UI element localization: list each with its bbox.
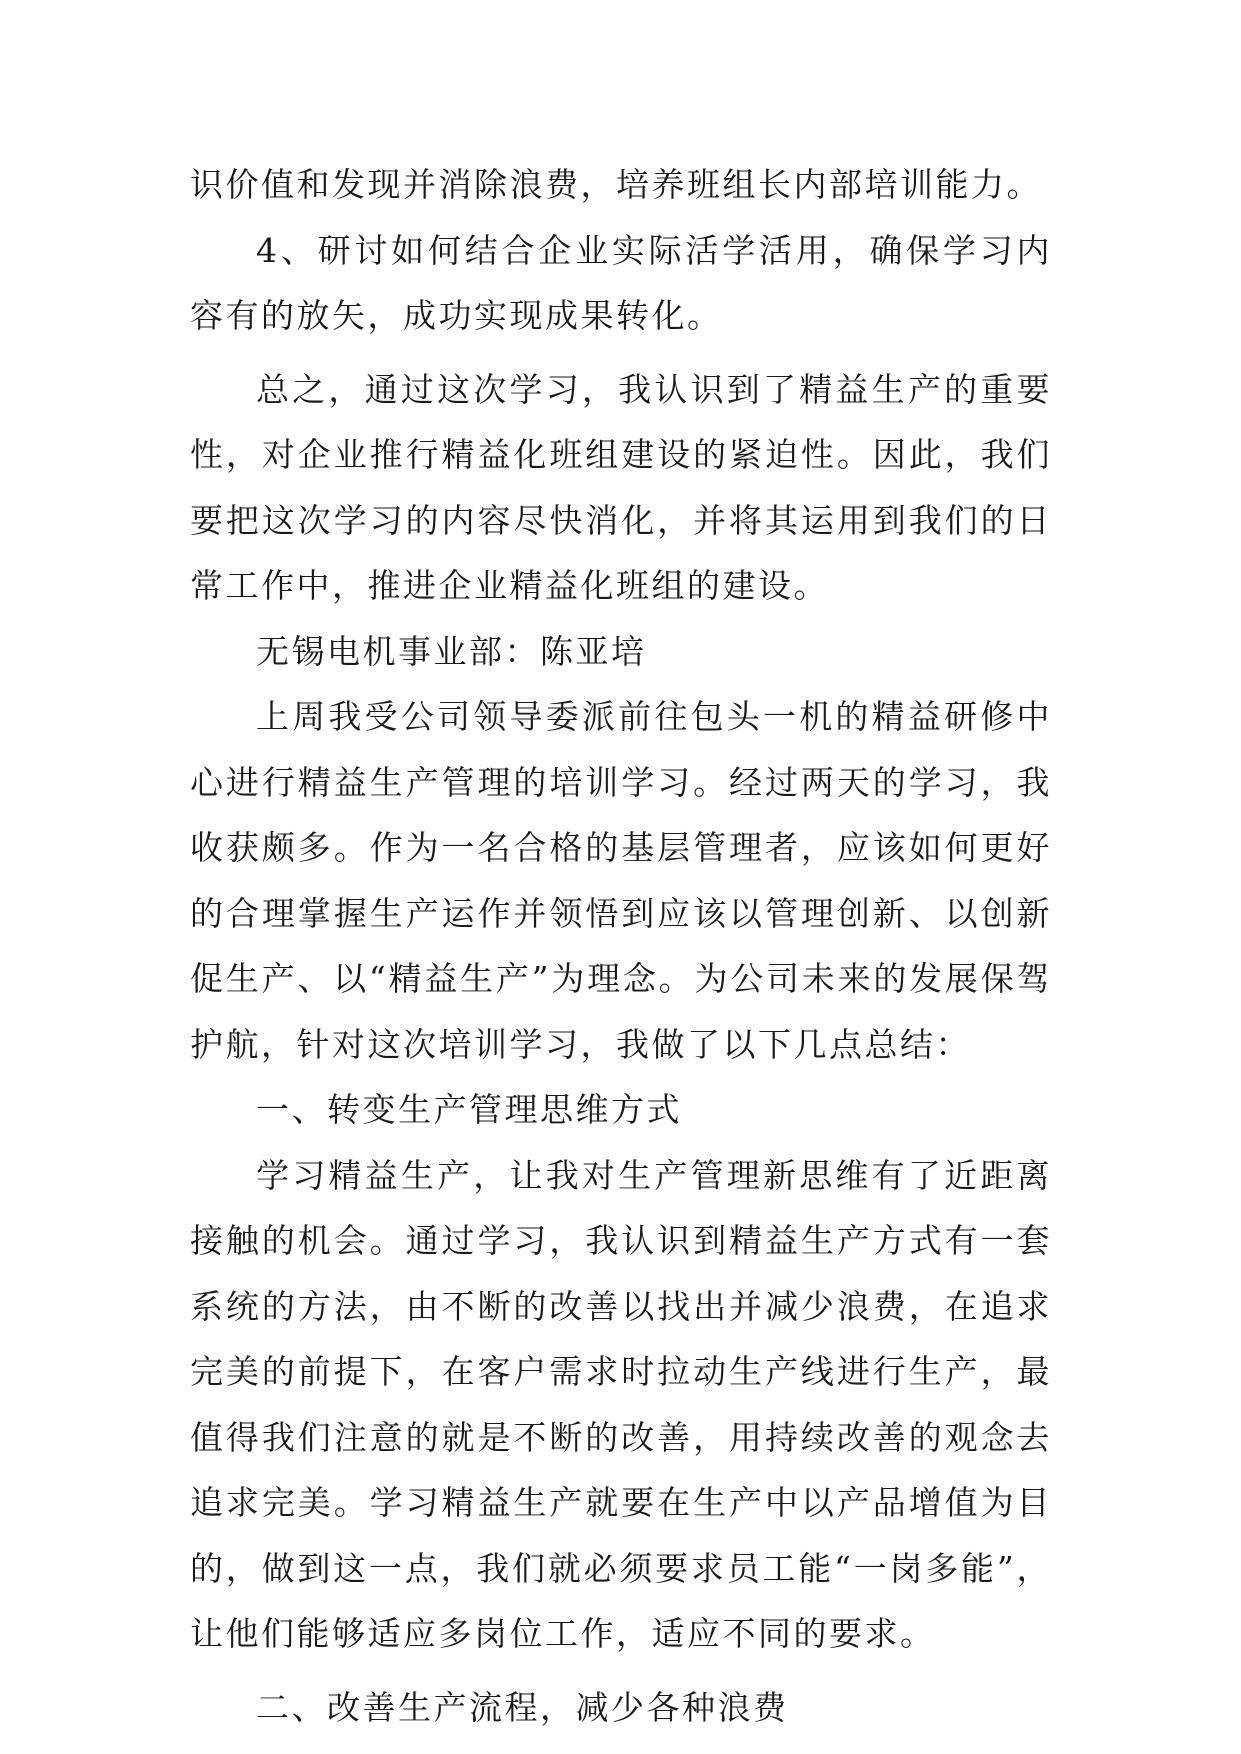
section-heading-1: 一、转变生产管理思维方式 xyxy=(256,1090,682,1129)
paragraph-item-4: 4、研讨如何结合企业实际活学活用，确保学习内容有的放矢，成功实现成果转化。 xyxy=(190,230,1052,335)
paragraph-summary: 总之，通过这次学习，我认识到了精益生产的重要性，对企业推行精益化班组建设的紧迫性。因此，我们要把这次学习的内容尽快消化，并将其运用到我们的日常工作中，推进企业精益化班组的建设。 xyxy=(190,369,1052,605)
section-heading-2: 二、改善生产流程，减少各种浪费 xyxy=(256,1687,789,1727)
paragraph-continuation: 识价值和发现并消除浪费，培养班组长内部培训能力。 xyxy=(190,165,1042,204)
document-body xyxy=(190,152,1052,1740)
paragraph-section-1: 学习精益生产，让我对生产管理新思维有了近距离接触的机会。通过学习，我认识到精益生产方式有一套系统的方法，由不断的改善以找出并减少浪费，在追求完美的前提下，在客户需求时拉动生产线进行生产，最值得我们注意的就是不断的改善，用持续改善的观念去追求完美。学习精益生产就要在生产中以产品增值为目的，做到这一点，我们就必须要求员工能“一岗多能”，让他们能够适应多岗位工作，适应不同的要求。 xyxy=(190,1155,1052,1653)
author-line: 无锡电机事业部：陈亚培 xyxy=(256,631,647,671)
paragraph-intro: 上周我受公司领导委派前往包头一机的精益研修中心进行精益生产管理的培训学习。经过两天的学习，我收获颇多。作为一名合格的基层管理者，应该如何更好的合理掌握生产运作并领悟到应该以管理创新、以创新促生产、以“精益生产”为理念。为公司未来的发展保驾护航，针对这次培训学习，我做了以下几点总结： xyxy=(190,697,1052,1064)
